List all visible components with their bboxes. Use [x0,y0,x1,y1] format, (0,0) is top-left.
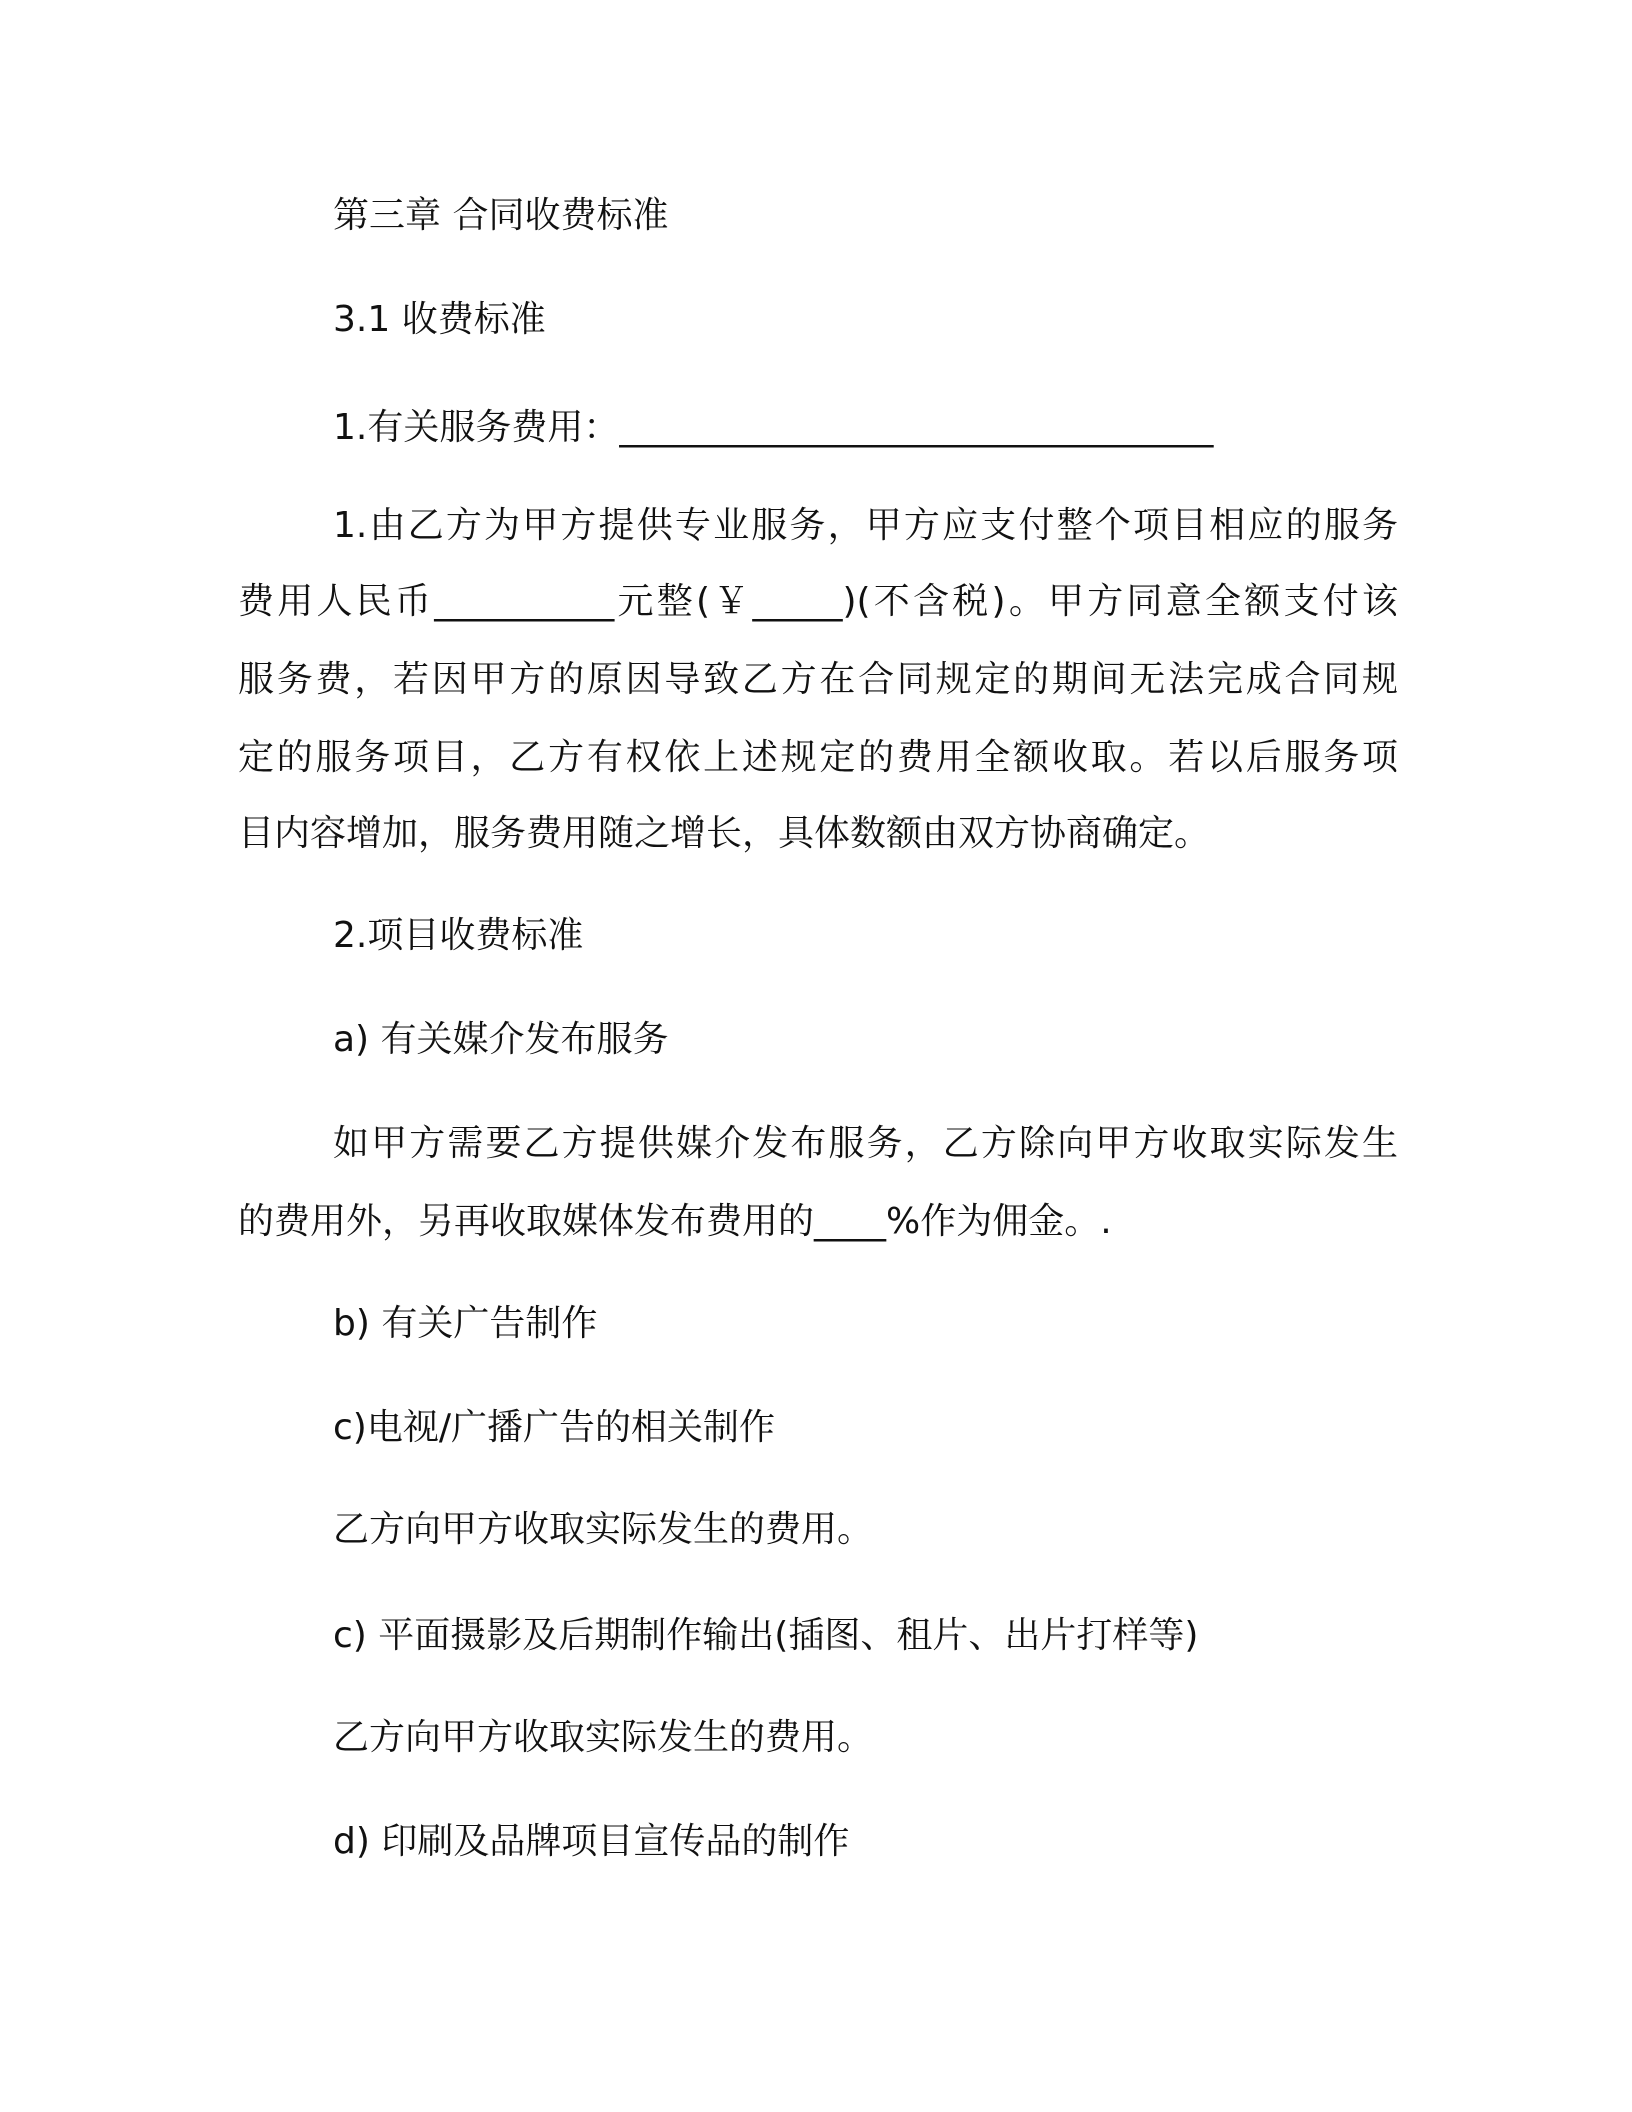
item-d-heading: d) 印刷及品牌项目宣传品的制作 [333,1821,850,1862]
paragraph-line: 的费用外，另再收取媒体发布费用的____%作为佣金。. [238,1201,1112,1242]
item-c-print-photo-heading: c) 平面摄影及后期制作输出(插图、租片、出片打样等) [333,1615,1199,1656]
item-a-heading: a) 有关媒介发布服务 [333,1019,669,1060]
service-fee-field-line: 1.有关服务费用：_________________________________ [333,407,1214,448]
paragraph-line: 如甲方需要乙方提供媒介发布服务，乙方除向甲方收取实际发生 [333,1123,1398,1164]
chapter-heading: 第三章 合同收费标准 [333,195,669,236]
paragraph-line: 目内容增加，服务费用随之增长，具体数额由双方协商确定。 [238,813,1211,854]
paragraph-line: 费用人民币__________元整(￥_____)(不含税)。甲方同意全额支付该 [238,581,1398,622]
section-heading: 3.1 收费标准 [333,299,546,340]
item-2-heading: 2.项目收费标准 [333,915,584,956]
paragraph-line: 服务费，若因甲方的原因导致乙方在合同规定的期间无法完成合同规 [238,659,1398,700]
charge-text: 乙方向甲方收取实际发生的费用。 [333,1509,874,1550]
item-c-tv-radio-heading: c)电视/广播广告的相关制作 [333,1407,775,1448]
paragraph-line: 1.由乙方为甲方提供专业服务，甲方应支付整个项目相应的服务 [333,505,1398,546]
item-b-heading: b) 有关广告制作 [333,1303,598,1344]
charge-text: 乙方向甲方收取实际发生的费用。 [333,1717,874,1758]
paragraph-line: 定的服务项目，乙方有权依上述规定的费用全额收取。若以后服务项 [238,737,1398,778]
